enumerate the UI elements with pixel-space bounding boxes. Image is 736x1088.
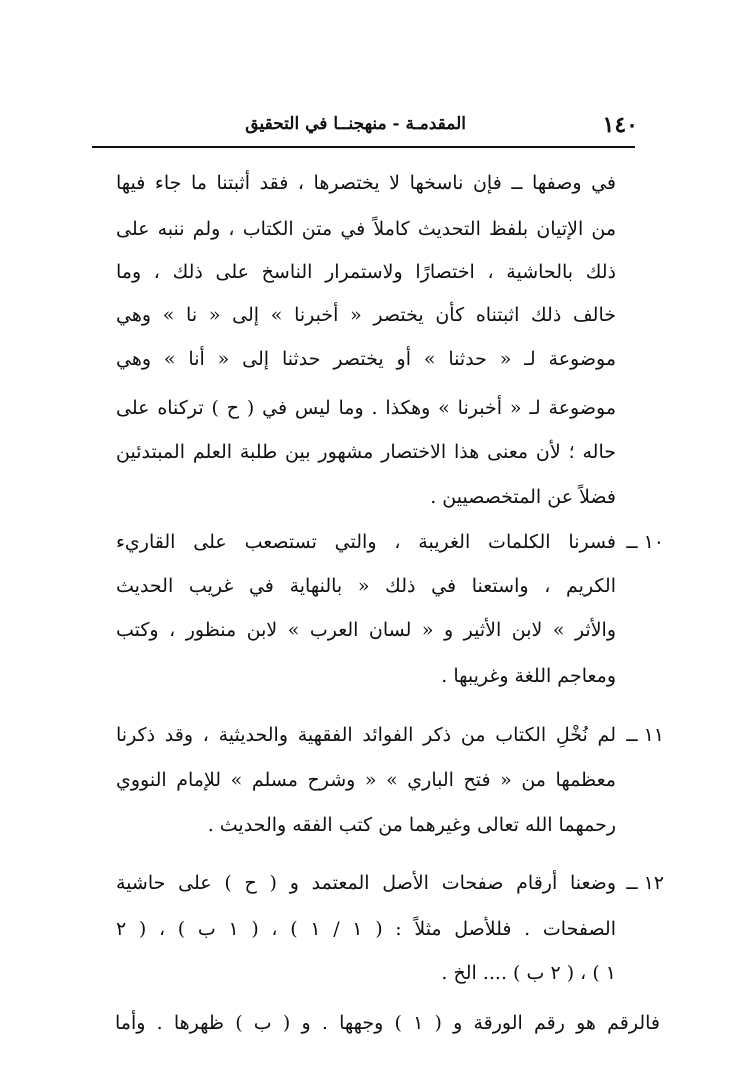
text-line: ذلك بالحاشية ، اختصارًا ولاستمرار الناسخ على ذلك ، وما <box>116 261 616 283</box>
page-header <box>92 104 644 140</box>
text-line: لم نُخْلِ الكتاب من ذكر الفوائد الفقهية والحديثية ، وقد ذكرنا <box>116 724 616 746</box>
text-line: الصفحات . فللأصل مثلاً : ( ١ / ١ ) ، ( ١ ب ) ، ( ٢ <box>116 918 616 940</box>
text-line: حاله ؛ لأن معنى هذا الاختصار مشهور بين طلبة العلم المبتدئين <box>116 441 616 463</box>
item-number: ١٢ ــ <box>626 872 664 894</box>
item-number: ١١ ــ <box>626 724 664 746</box>
text-line: ومعاجم اللغة وغريبها . <box>441 665 616 687</box>
text-line: والأثر » لابن الأثير و « لسان العرب » لابن منظور ، وكتب <box>116 619 616 641</box>
closing-line: فالرقم هو رقم الورقة و ( ١ ) وجهها . و ( ب ) ظهرها . وأما <box>115 1012 660 1034</box>
text-line: خالف ذلك اثبتناه كأن يختصر « أخبرنا » إلى « نا » وهي <box>116 304 616 326</box>
item-number: ١٠ ــ <box>626 531 664 553</box>
text-line: معظمها من « فتح الباري » « وشرح مسلم » للإمام النووي <box>116 769 616 791</box>
text-line: فضلاً عن المتخصصيين . <box>430 486 616 508</box>
text-line: في وصفها ــ فإن ناسخها لا يختصرها ، فقد أثبتنا ما جاء فيها <box>116 172 616 194</box>
running-title: المقدمـة - منهجنــا في التحقيق <box>245 114 466 134</box>
text-line: من الإتيان بلفظ التحديث كاملاً في متن الكتاب ، ولم ننبه على <box>116 218 616 240</box>
text-line: وضعنا أرقام صفحات الأصل المعتمد و ( ح ) على حاشية <box>116 872 616 894</box>
page-number: ١٤٠ <box>602 112 638 138</box>
text-line: موضوعة لـ « حدثنا » أو يختصر حدثنا إلى « أنا » وهي <box>116 348 616 370</box>
text-line: رحمهما الله تعالى وغيرهما من كتب الفقه والحديث . <box>207 814 616 836</box>
text-line: فسرنا الكلمات الغريبة ، والتي تستصعب على القاريء <box>116 531 616 553</box>
text-line: الكريم ، واستعنا في ذلك « بالنهاية في غريب الحديث <box>116 575 616 597</box>
text-line: ١ ) ، ( ٢ ب ) .... الخ . <box>441 962 616 984</box>
text-line: موضوعة لـ « أخبرنا » وهكذا . وما ليس في ( ح ) تركناه على <box>116 397 616 419</box>
header-divider <box>92 146 635 148</box>
